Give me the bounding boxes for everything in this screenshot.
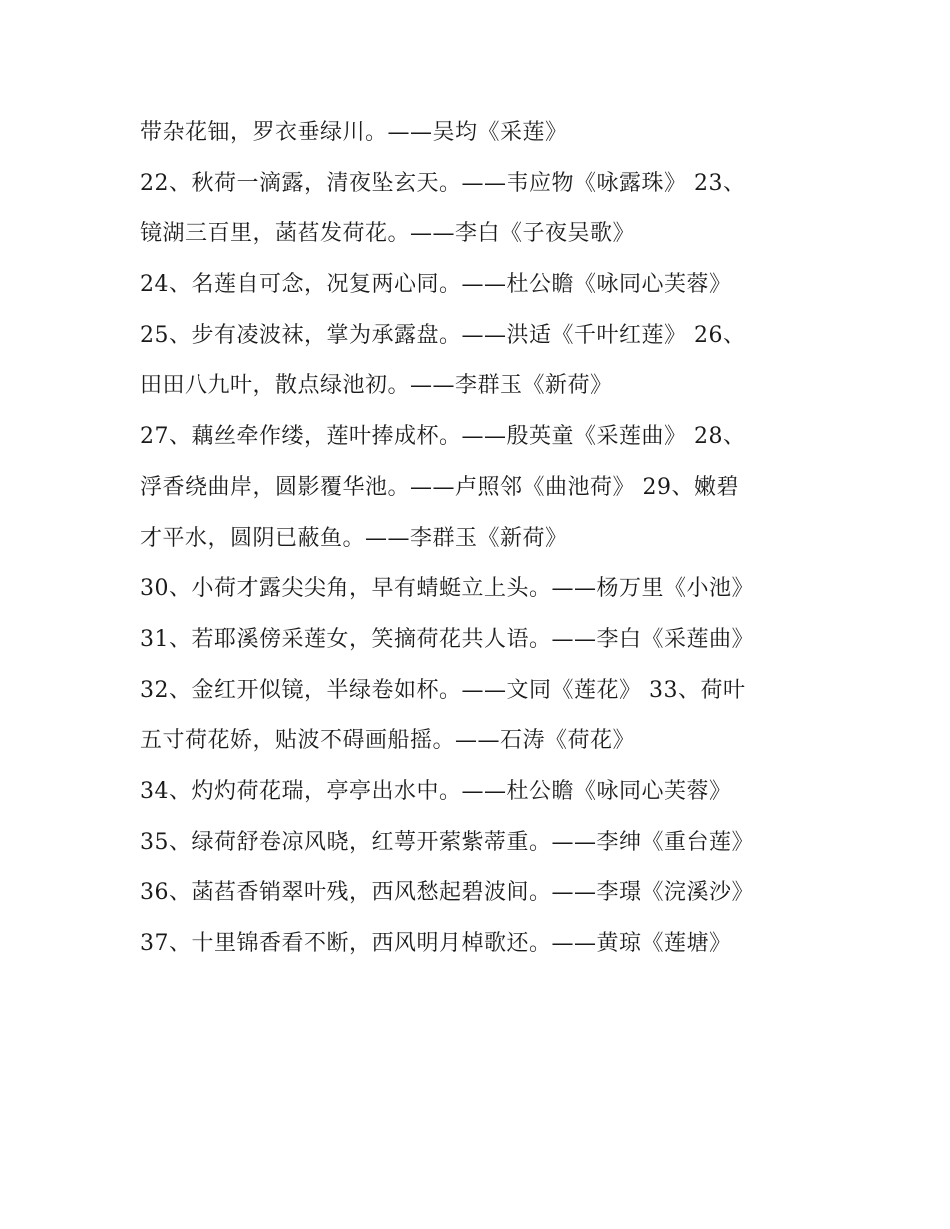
text-line: 30、小荷才露尖尖角，早有蜻蜓立上头。——杨万里《小池》	[140, 576, 754, 602]
text-line: 五寸荷花娇，贴波不碍画船摇。——石涛《荷花》	[140, 728, 636, 754]
text-line: 36、菡萏香销翠叶残，西风愁起碧波间。——李璟《浣溪沙》	[140, 880, 754, 906]
poem-text-block	[140, 108, 820, 970]
text-line: 镜湖三百里，菡萏发荷花。——李白《子夜吴歌》	[140, 221, 636, 247]
text-line: 浮香绕曲岸，圆影覆华池。——卢照邻《曲池荷》 29、嫩碧	[140, 474, 739, 500]
text-line: 31、若耶溪傍采莲女，笑摘荷花共人语。——李白《采莲曲》	[140, 626, 754, 652]
text-line: 24、名莲自可念，况复两心同。——杜公瞻《咏同心芙蓉》	[140, 272, 732, 298]
text-line: 25、步有凌波袜，掌为承露盘。——洪适《千叶红莲》 26、	[140, 322, 746, 348]
text-line: 田田八九叶，散点绿池初。——李群玉《新荷》	[140, 373, 613, 399]
text-line: 带杂花钿，罗衣垂绿川。——吴均《采莲》	[140, 120, 568, 145]
text-line: 32、金红开似镜，半绿卷如杯。——文同《莲花》 33、荷叶	[140, 677, 746, 703]
text-line: 22、秋荷一滴露，清夜坠玄天。——韦应物《咏露珠》 23、	[140, 170, 746, 196]
text-line: 27、藕丝牵作缕，莲叶捧成杯。——殷英童《采莲曲》 28、	[140, 424, 746, 450]
text-line: 37、十里锦香看不断，西风明月棹歌还。——黄琼《莲塘》	[140, 931, 732, 956]
text-line: 才平水，圆阴已蔽鱼。——李群玉《新荷》	[140, 525, 568, 551]
text-line: 34、灼灼荷花瑞，亭亭出水中。——杜公瞻《咏同心芙蓉》	[140, 778, 732, 804]
text-line: 35、绿荷舒卷凉风晓，红萼开萦紫蒂重。——李绅《重台莲》	[140, 829, 754, 855]
